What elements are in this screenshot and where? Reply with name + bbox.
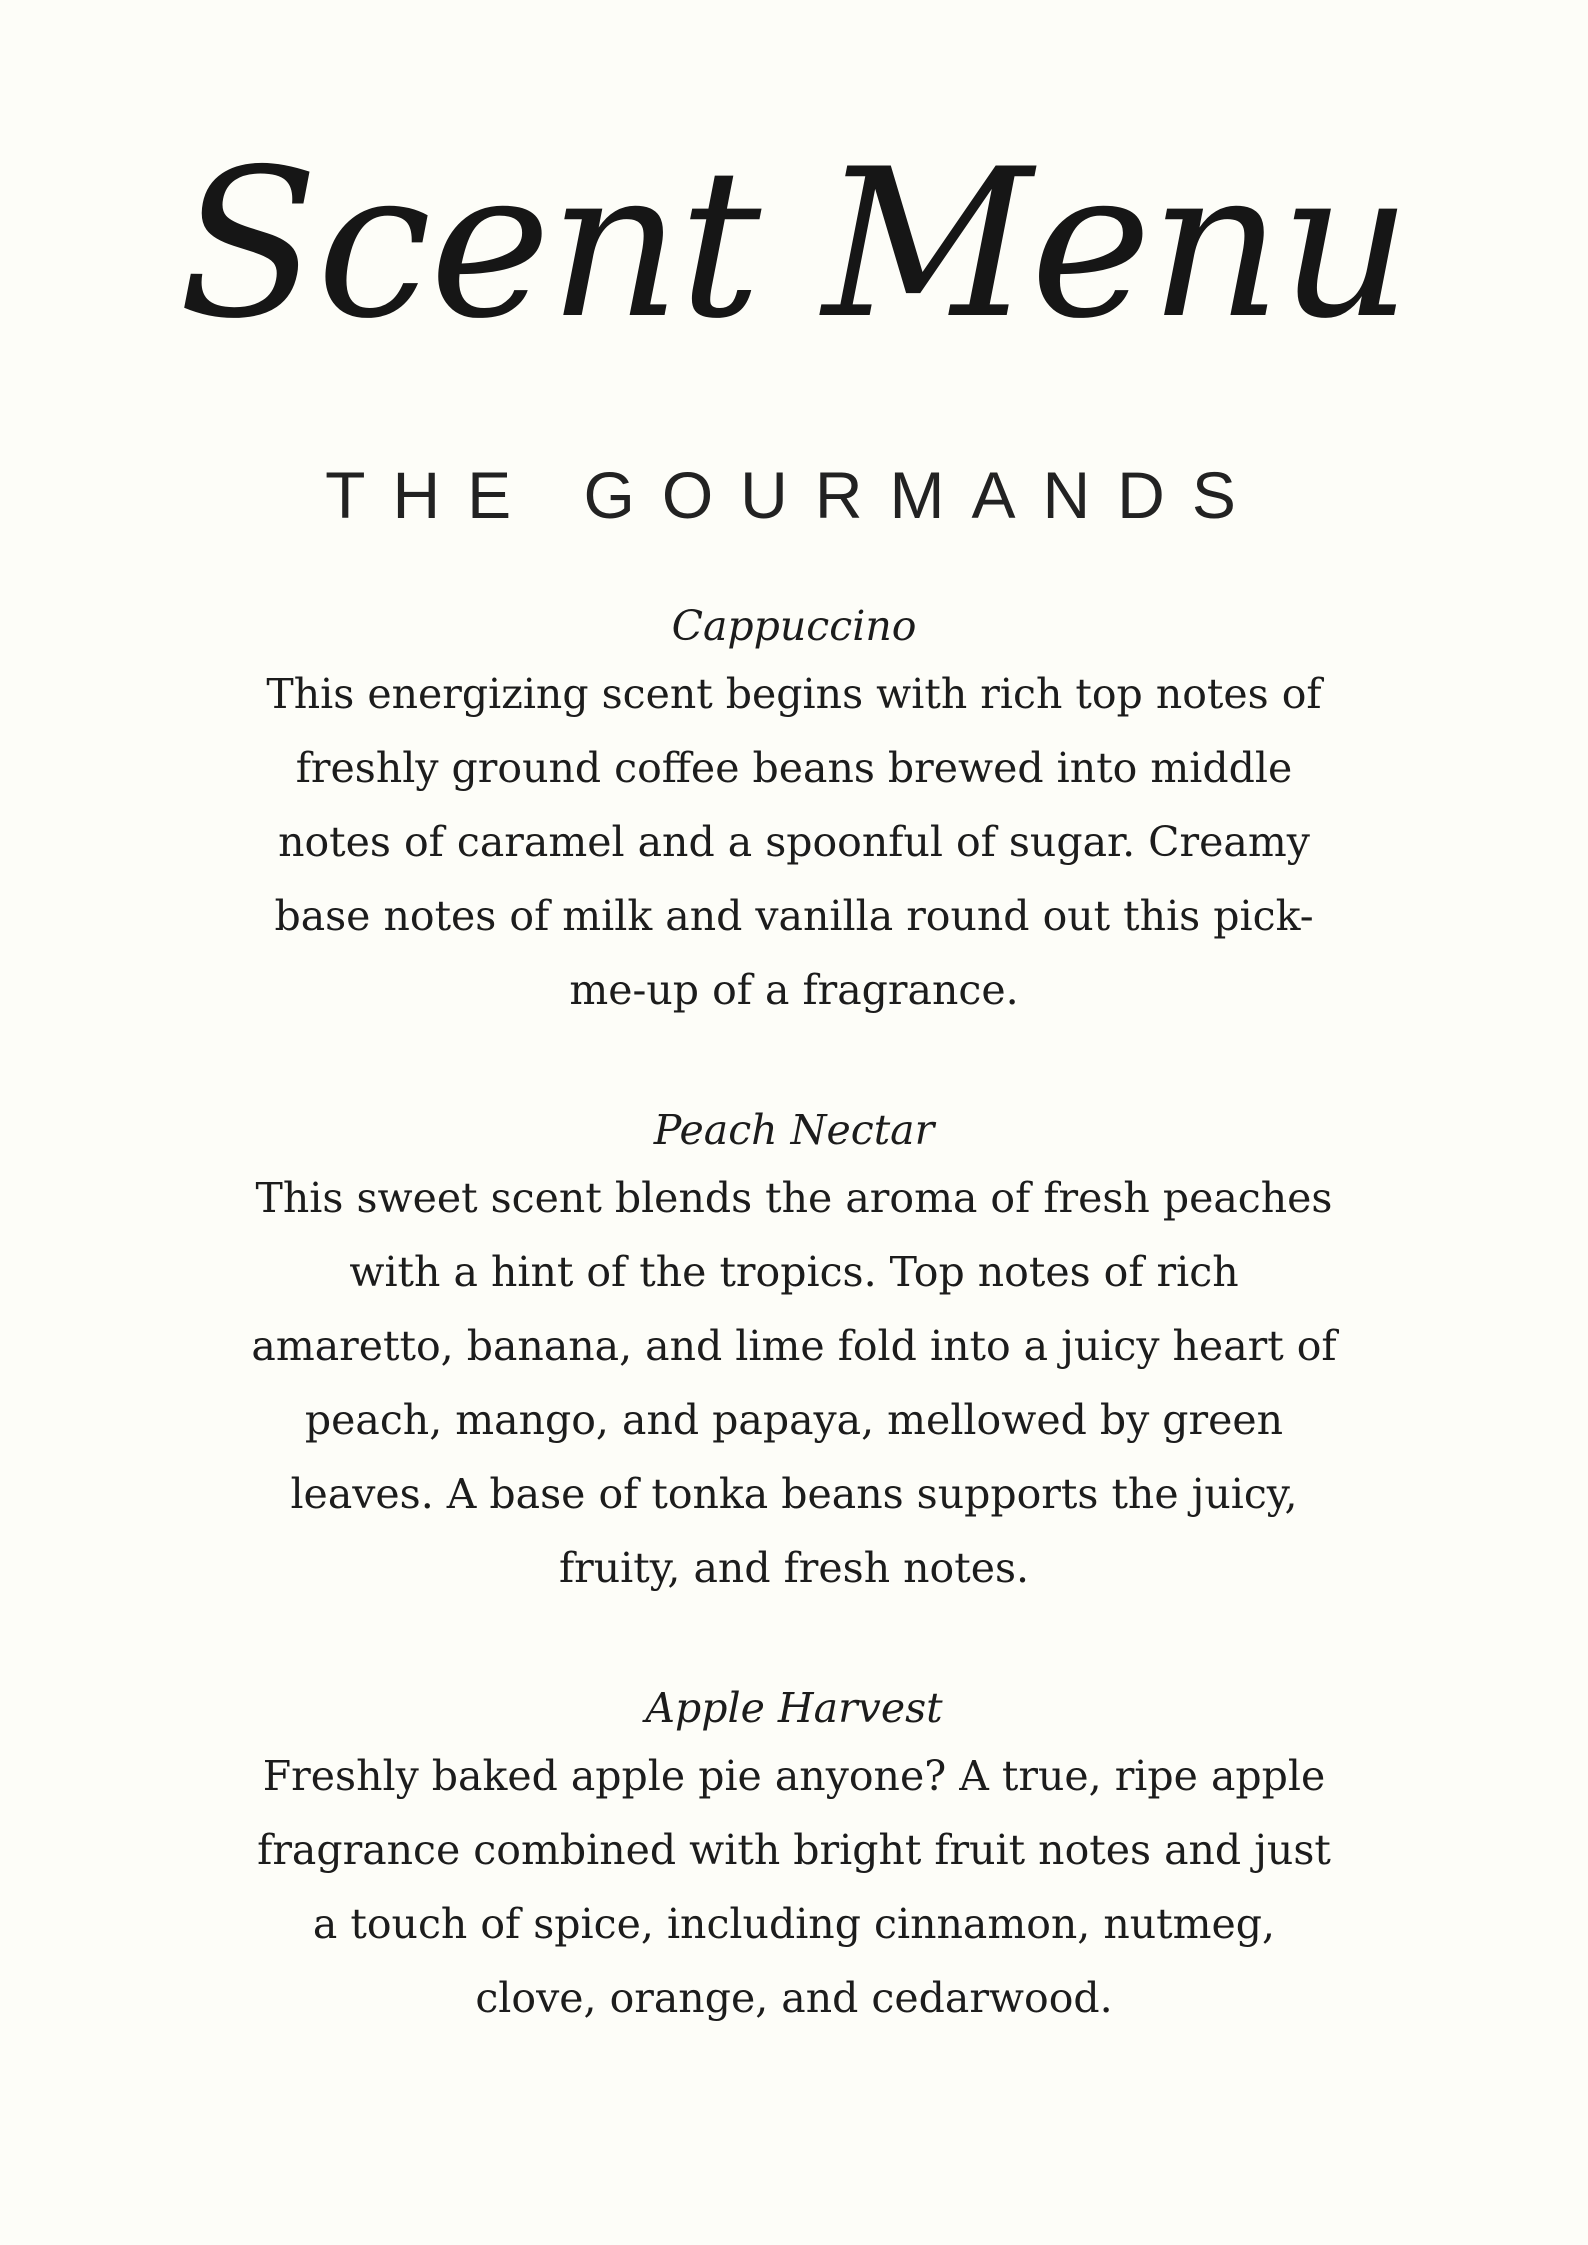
scent-title: Peach Nectar <box>653 1106 935 1154</box>
scent-sections <box>200 595 1388 2035</box>
scent-title: Apple Harvest <box>645 1684 943 1732</box>
description-line: with a hint of the tropics. Top notes of rich <box>349 1248 1239 1296</box>
description-line: fragrance combined with bright fruit notes and just <box>257 1826 1331 1874</box>
description-line: clove, orange, and cedarwood. <box>475 1974 1113 2022</box>
description-line: leaves. A base of tonka beans supports the juicy, <box>290 1470 1298 1518</box>
scent-description <box>200 657 1388 1027</box>
description-line: notes of caramel and a spoonful of sugar. Creamy <box>278 818 1310 866</box>
description-line: Freshly baked apple pie anyone? A true, ripe apple <box>262 1752 1326 1800</box>
page-title: Scent Menu <box>178 126 1410 364</box>
description-line: fruity, and fresh notes. <box>558 1544 1030 1592</box>
description-line: peach, mango, and papaya, mellowed by green <box>304 1396 1284 1444</box>
scent-section-peach-nectar <box>200 1099 1388 1605</box>
scent-title: Cappuccino <box>671 602 917 650</box>
description-line: a touch of spice, including cinnamon, nutmeg, <box>312 1900 1276 1948</box>
page-subtitle: THE GOURMANDS <box>325 458 1263 532</box>
scent-section-apple-harvest <box>200 1677 1388 2035</box>
description-line: amaretto, banana, and lime fold into a juicy heart of <box>251 1322 1337 1370</box>
description-line: base notes of milk and vanilla round out this pick- <box>274 892 1314 940</box>
description-line: This energizing scent begins with rich top notes of <box>266 670 1322 718</box>
scent-description <box>200 1739 1388 2035</box>
description-line: me-up of a fragrance. <box>569 966 1019 1014</box>
scent-description <box>200 1161 1388 1605</box>
scent-section-cappuccino <box>200 595 1388 1027</box>
description-line: This sweet scent blends the aroma of fresh peaches <box>255 1174 1333 1222</box>
description-line: freshly ground coffee beans brewed into middle <box>295 744 1293 792</box>
